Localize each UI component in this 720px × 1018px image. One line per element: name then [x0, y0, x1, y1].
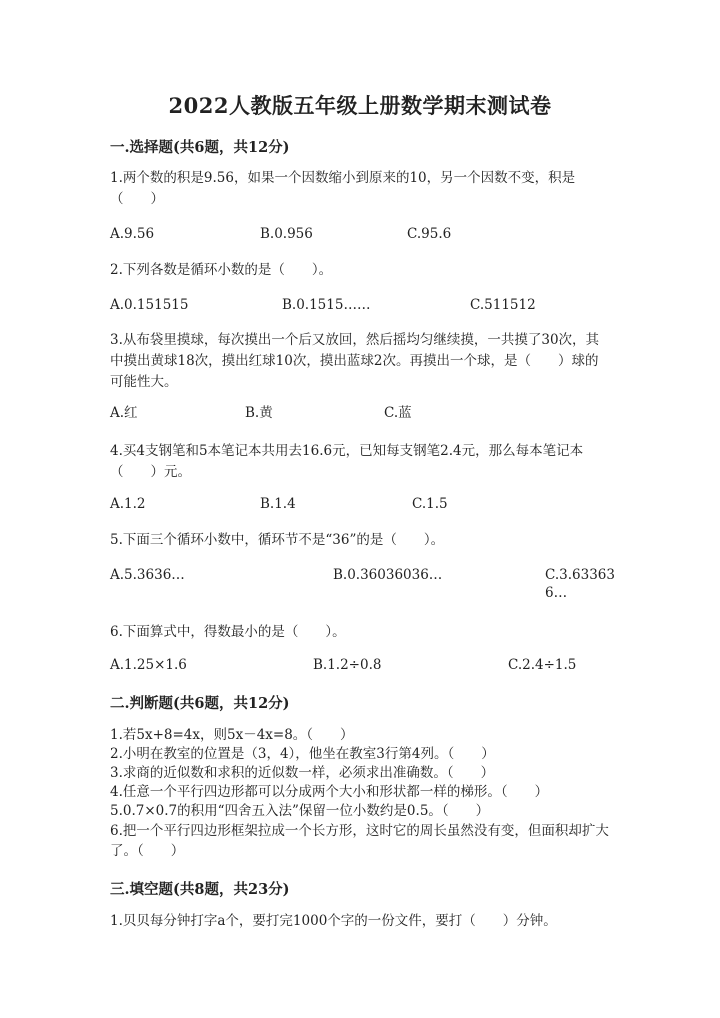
option-b: B.0.36036036…	[333, 567, 443, 583]
option-b: B.0.1515……	[282, 297, 371, 313]
question-2: 2.下列各数是循环小数的是（ ）。	[110, 262, 333, 278]
option-a: A.1.2	[110, 496, 146, 512]
option-a: A.1.25×1.6	[110, 657, 187, 673]
option-a: A.9.56	[110, 226, 155, 242]
fill-item-1: 1.贝贝每分钟打字a个，要打完1000个字的一份文件，要打（ ）分钟。	[110, 913, 557, 929]
question-4: 4.买4支钢笔和5本笔记本共用去16.6元，已知每支钢笔2.4元，那么每本笔记本（ ）元。	[110, 443, 584, 480]
option-a: A.0.151515	[110, 297, 189, 313]
option-c: C.2.4÷1.5	[508, 657, 577, 673]
question-6: 6.下面算式中，得数最小的是（ ）。	[110, 624, 346, 640]
judge-item-2: 2.小明在教室的位置是（3，4），他坐在教室3行第4列。（ ）	[110, 746, 495, 762]
option-b: B.1.2÷0.8	[313, 657, 382, 673]
section-heading-fill: 三.填空题(共8题，共23分)	[110, 881, 290, 898]
section-heading-judge: 二.判断题(共6题，共12分)	[110, 695, 290, 712]
option-b: B.0.956	[260, 226, 313, 242]
question-3: 3.从布袋里摸球，每次摸出一个后又放回，然后摇均匀继续摸，一共摸了30次，其中摸出黄球18次，摸出红球10次，摸出蓝球2次。再摸出一个球，是（ ）球的可能性大。	[110, 332, 600, 390]
judge-item-5: 5.0.7×0.7的积用“四舍五入法”保留一位小数约是0.5。（ ）	[110, 803, 490, 819]
page-title: 2022人教版五年级上册数学期末测试卷	[168, 93, 552, 118]
option-a: A.红	[110, 405, 138, 421]
option-a: A.5.3636…	[110, 567, 185, 583]
option-b: B.1.4	[260, 496, 296, 512]
option-c: C.511512	[470, 297, 536, 313]
option-b: B.黄	[245, 405, 273, 421]
judge-item-3: 3.求商的近似数和求积的近似数一样，必须求出准确数。（ ）	[110, 765, 495, 781]
judge-item-6: 6.把一个平行四边形框架拉成一个长方形，这时它的周长虽然没有变，但面积却扩大了。（ ）	[110, 823, 609, 859]
section-heading-choice: 一.选择题(共6题，共12分)	[110, 139, 290, 156]
question-1: 1.两个数的积是9.56，如果一个因数缩小到原来的10，另一个因数不变，积是（ ）	[110, 170, 576, 207]
option-c: C.蓝	[384, 405, 412, 421]
option-c: C.1.5	[412, 496, 448, 512]
judge-item-1: 1.若5x+8=4x，则5x－4x=8。（ ）	[110, 727, 354, 743]
question-5: 5.下面三个循环小数中，循环节不是“36”的是（ ）。	[110, 532, 445, 548]
judge-item-4: 4.任意一个平行四边形都可以分成两个大小和形状都一样的梯形。（ ）	[110, 784, 549, 800]
option-c: C.3.633636…	[545, 567, 615, 601]
option-c: C.95.6	[407, 226, 452, 242]
